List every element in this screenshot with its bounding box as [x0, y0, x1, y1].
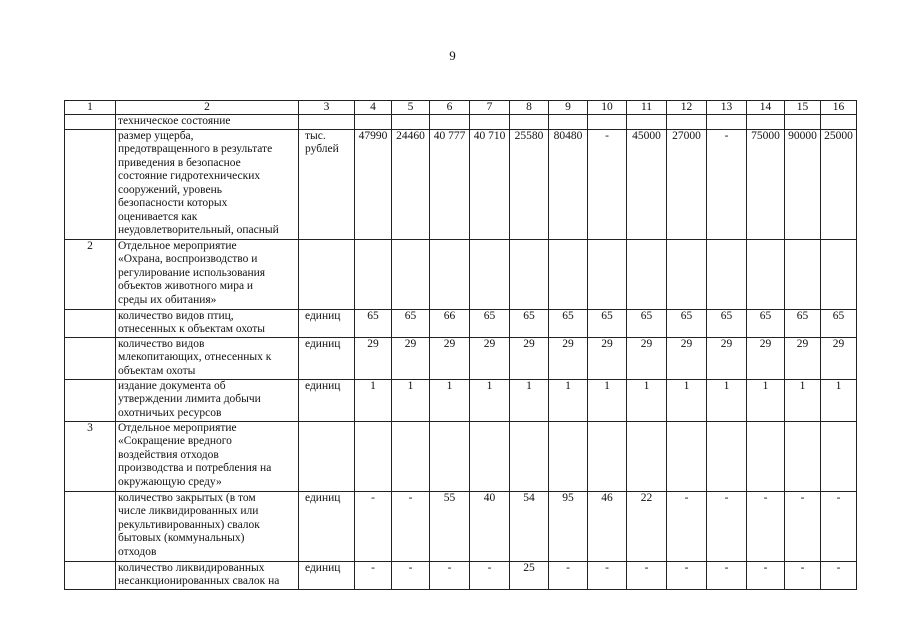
value-cell: 65 — [549, 309, 588, 337]
value-cell: 1 — [785, 379, 821, 421]
value-cell: 1 — [821, 379, 857, 421]
value-cell: - — [747, 491, 785, 561]
value-cell: 40 710 — [470, 129, 510, 239]
column-number-header: 7 — [470, 101, 510, 115]
unit-text: единиц — [305, 491, 341, 504]
value-cell: 1 — [667, 379, 707, 421]
value-cell: 55 — [430, 491, 470, 561]
value-cell — [627, 421, 667, 491]
value-cell: 24460 — [392, 129, 430, 239]
value-cell: 29 — [627, 337, 667, 379]
table-row — [65, 379, 857, 421]
column-number-header: 12 — [667, 101, 707, 115]
unit-cell — [299, 239, 355, 309]
column-number-header: 2 — [116, 101, 299, 115]
row-number-cell — [65, 309, 116, 337]
value-cell: - — [430, 561, 470, 589]
value-cell: - — [707, 491, 747, 561]
value-cell: 46 — [588, 491, 627, 561]
unit-cell — [299, 491, 355, 561]
value-cell — [707, 421, 747, 491]
description-text: Отдельное мероприятие «Охрана, воспроизводство и регулирование использования объектов животного мира и среды их обитания» — [118, 239, 266, 306]
column-number-header: 16 — [821, 101, 857, 115]
value-cell: 29 — [392, 337, 430, 379]
value-cell: 25 — [510, 561, 549, 589]
value-cell: - — [392, 491, 430, 561]
value-cell: 65 — [627, 309, 667, 337]
unit-cell — [299, 115, 355, 130]
table-row — [65, 115, 857, 130]
description-cell — [116, 379, 299, 421]
column-number-header: 4 — [355, 101, 392, 115]
value-cell — [355, 239, 392, 309]
table-row — [65, 239, 857, 309]
value-cell — [707, 115, 747, 130]
description-cell — [116, 115, 299, 130]
column-number-header: 5 — [392, 101, 430, 115]
value-cell: 29 — [707, 337, 747, 379]
value-cell: 65 — [667, 309, 707, 337]
value-cell: 1 — [470, 379, 510, 421]
row-number-cell — [65, 129, 116, 239]
description-cell — [116, 561, 299, 589]
value-cell — [510, 239, 549, 309]
value-cell: 40 777 — [430, 129, 470, 239]
table-row — [65, 491, 857, 561]
value-cell: 65 — [707, 309, 747, 337]
unit-cell — [299, 561, 355, 589]
value-cell: 1 — [510, 379, 549, 421]
value-cell — [470, 115, 510, 130]
value-cell: 40 — [470, 491, 510, 561]
description-text: Отдельное мероприятие «Сокращение вредного воздействия отходов производства и потребления на окружающую среду» — [118, 421, 272, 488]
value-cell — [627, 239, 667, 309]
value-cell: 65 — [747, 309, 785, 337]
unit-cell — [299, 309, 355, 337]
value-cell: - — [785, 561, 821, 589]
value-cell: - — [588, 561, 627, 589]
value-cell: 65 — [588, 309, 627, 337]
column-number-header-row — [65, 101, 857, 115]
column-number-header: 6 — [430, 101, 470, 115]
value-cell: 1 — [747, 379, 785, 421]
table-row — [65, 337, 857, 379]
row-number-cell — [65, 561, 116, 589]
value-cell: 75000 — [747, 129, 785, 239]
value-cell: 65 — [510, 309, 549, 337]
value-cell: 29 — [549, 337, 588, 379]
value-cell — [821, 421, 857, 491]
value-cell — [785, 239, 821, 309]
value-cell: 29 — [785, 337, 821, 379]
unit-text: единиц — [305, 379, 341, 392]
value-cell: 90000 — [785, 129, 821, 239]
value-cell: 29 — [667, 337, 707, 379]
table-row — [65, 421, 857, 491]
page-number: 9 — [449, 48, 456, 63]
description-text: количество закрытых (в том числе ликвидированных или рекультивированных) свалок бытовых (коммунальных) отходов — [118, 491, 260, 558]
column-number-header: 13 — [707, 101, 747, 115]
unit-cell — [299, 337, 355, 379]
unit-text: единиц — [305, 309, 341, 322]
value-cell: 1 — [430, 379, 470, 421]
value-cell — [588, 421, 627, 491]
value-cell: 25580 — [510, 129, 549, 239]
value-cell: 29 — [470, 337, 510, 379]
value-cell: - — [821, 491, 857, 561]
value-cell — [588, 115, 627, 130]
value-cell: 29 — [747, 337, 785, 379]
value-cell: 95 — [549, 491, 588, 561]
value-cell: 65 — [470, 309, 510, 337]
value-cell — [747, 421, 785, 491]
value-cell — [667, 239, 707, 309]
column-number-header: 11 — [627, 101, 667, 115]
value-cell — [667, 115, 707, 130]
row-number-cell — [65, 491, 116, 561]
description-cell — [116, 309, 299, 337]
value-cell: - — [667, 561, 707, 589]
value-cell: 45000 — [627, 129, 667, 239]
value-cell — [430, 239, 470, 309]
description-cell — [116, 491, 299, 561]
unit-text: единиц — [305, 337, 341, 350]
value-cell — [588, 239, 627, 309]
value-cell — [549, 421, 588, 491]
value-cell: 27000 — [667, 129, 707, 239]
value-cell — [392, 421, 430, 491]
value-cell: 29 — [510, 337, 549, 379]
unit-text: единиц — [305, 561, 341, 574]
value-cell — [707, 239, 747, 309]
value-cell — [667, 421, 707, 491]
table-row — [65, 561, 857, 589]
value-cell: - — [549, 561, 588, 589]
description-text: издание документа об утверждении лимита добычи охотничьих ресурсов — [118, 379, 261, 419]
description-text: размер ущерба, предотвращенного в результате приведения в безопасное состояние гидротехнических сооружений, уровень безопасности которых оценивается как неудовлетворительный, опасный — [118, 129, 279, 236]
column-number-header: 15 — [785, 101, 821, 115]
value-cell: - — [785, 491, 821, 561]
row-number-cell — [65, 379, 116, 421]
unit-cell — [299, 129, 355, 239]
column-number-header: 10 — [588, 101, 627, 115]
description-cell — [116, 421, 299, 491]
value-cell: - — [355, 491, 392, 561]
value-cell — [549, 115, 588, 130]
value-cell — [430, 115, 470, 130]
value-cell: 1 — [392, 379, 430, 421]
value-cell — [821, 239, 857, 309]
row-number-cell: 3 — [65, 421, 116, 491]
table-row — [65, 309, 857, 337]
value-cell — [392, 115, 430, 130]
description-text: количество ликвидированных несанкционированных свалок на — [118, 561, 280, 587]
value-cell: 29 — [588, 337, 627, 379]
value-cell: 29 — [821, 337, 857, 379]
row-number-cell — [65, 115, 116, 130]
value-cell: 29 — [355, 337, 392, 379]
row-number-cell — [65, 337, 116, 379]
value-cell — [470, 421, 510, 491]
column-number-header: 8 — [510, 101, 549, 115]
indicators-table — [64, 100, 857, 590]
value-cell — [747, 239, 785, 309]
table-row — [65, 129, 857, 239]
value-cell — [747, 115, 785, 130]
value-cell — [470, 239, 510, 309]
value-cell: 1 — [355, 379, 392, 421]
value-cell — [627, 115, 667, 130]
value-cell: 54 — [510, 491, 549, 561]
row-number-cell: 2 — [65, 239, 116, 309]
unit-text: тыс. рублей — [305, 129, 339, 155]
value-cell: 1 — [627, 379, 667, 421]
column-number-header: 9 — [549, 101, 588, 115]
value-cell: - — [747, 561, 785, 589]
value-cell: - — [707, 129, 747, 239]
value-cell — [510, 421, 549, 491]
value-cell: 22 — [627, 491, 667, 561]
description-text: количество видов птиц, отнесенных к объектам охоты — [118, 309, 265, 335]
value-cell: 47990 — [355, 129, 392, 239]
column-number-header: 14 — [747, 101, 785, 115]
value-cell: - — [821, 561, 857, 589]
column-number-header: 3 — [299, 101, 355, 115]
value-cell: - — [392, 561, 430, 589]
value-cell: 65 — [392, 309, 430, 337]
value-cell — [785, 115, 821, 130]
value-cell: - — [588, 129, 627, 239]
value-cell — [510, 115, 549, 130]
unit-cell — [299, 421, 355, 491]
value-cell: - — [470, 561, 510, 589]
value-cell: 80480 — [549, 129, 588, 239]
description-cell — [116, 129, 299, 239]
value-cell: 65 — [785, 309, 821, 337]
value-cell: 66 — [430, 309, 470, 337]
unit-cell — [299, 379, 355, 421]
column-number-header: 1 — [65, 101, 116, 115]
value-cell: - — [707, 561, 747, 589]
value-cell — [355, 421, 392, 491]
value-cell — [785, 421, 821, 491]
value-cell — [392, 239, 430, 309]
description-cell — [116, 337, 299, 379]
value-cell: - — [667, 491, 707, 561]
description-text: количество видов млекопитающих, отнесенных к объектам охоты — [118, 337, 272, 377]
value-cell: 29 — [430, 337, 470, 379]
value-cell: 65 — [821, 309, 857, 337]
value-cell: 1 — [549, 379, 588, 421]
value-cell: 25000 — [821, 129, 857, 239]
value-cell — [430, 421, 470, 491]
value-cell: 1 — [707, 379, 747, 421]
value-cell: - — [627, 561, 667, 589]
value-cell: - — [355, 561, 392, 589]
value-cell — [549, 239, 588, 309]
value-cell: 1 — [588, 379, 627, 421]
value-cell — [355, 115, 392, 130]
description-text: техническое состояние — [118, 115, 231, 127]
value-cell — [821, 115, 857, 130]
value-cell: 65 — [355, 309, 392, 337]
description-cell — [116, 239, 299, 309]
